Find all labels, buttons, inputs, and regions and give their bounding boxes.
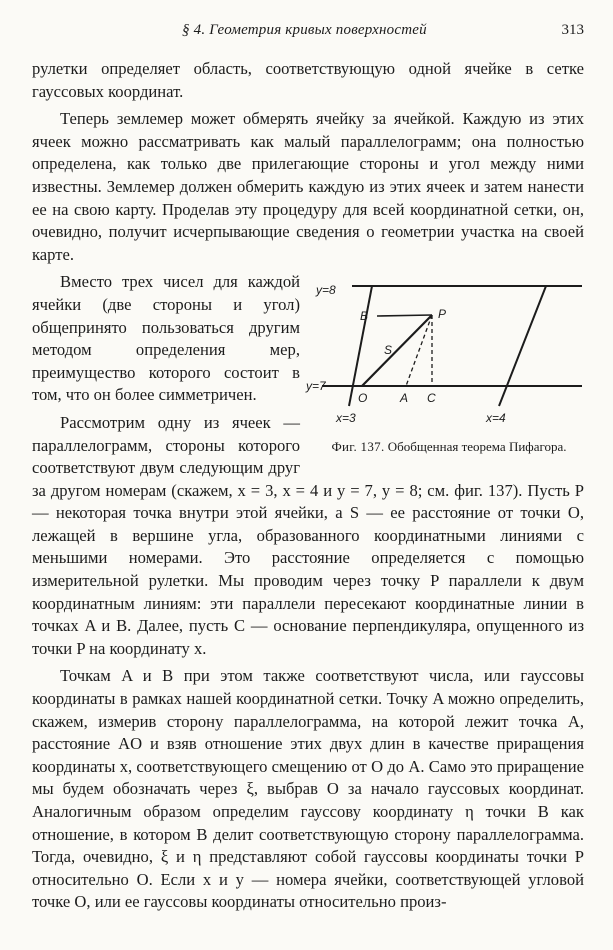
paragraph-1: рулетки определяет область, соответствующую одной ячейке в сетке гауссовых координат. <box>32 59 584 101</box>
label-P: P <box>438 307 447 322</box>
paragraph-2: Теперь землемер может обмерять ячейку за ячейкой. Каждую из этих ячеек можно рассматривать как малый параллелограмм; она полностью определена, как только две прилегающие стороны и угол между ними известны. Землемер должен обмерить каждую из этих ячеек и затем нанести ее на свою карту. Проделав эту процедуру для всей координатной сетки, он, очевидно, получит исчерпывающие сведения о геометрии участка на своей карте. <box>32 109 584 264</box>
label-S: S <box>384 343 393 358</box>
paragraph-4: Рассмотрим одну из ячеек — параллелограмм, стороны которого соответствуют двум следующим друг за другом номерам (скажем, x = 3, x = 4 и y = 7, y = 8; см. фиг. 137). Пусть P — некоторая точка внутри этой ячейки, а S — ее расстояние от точки O, лежащей в вершине угла, образованного координатными линиями с меньшими номерами. Это расстояние определяется с помощью измерительной рулетки. Мы проводим через точку P параллели к двум координатным линиям: эти параллели пересекают координатные линии в точках A и B. Далее, пусть C — основание перпендикуляра, опущенного из точки P на координату x. <box>32 412 584 658</box>
figure-137 <box>306 268 584 455</box>
page-number: 313 <box>561 22 584 38</box>
figure-caption <box>314 438 584 455</box>
label-B: B <box>360 309 369 324</box>
label-y7: y=7 <box>306 379 326 394</box>
caption-text: Обобщенная теорема Пифагора. <box>387 439 567 455</box>
segment-PA <box>406 315 432 386</box>
label-x4: x=4 <box>486 411 506 426</box>
caption-label: Фиг. 137. <box>331 439 385 455</box>
label-y8: y=8 <box>316 283 336 298</box>
label-O: O <box>358 391 368 406</box>
label-x3: x=3 <box>336 411 356 426</box>
figure-diagram <box>306 268 584 436</box>
segment-OP <box>362 315 432 386</box>
paragraph-3: Вместо трех чисел для каждой ячейки (две стороны и угол) общепринято пользоваться другим методом определения мер, преимущество которого состоит в том, что он более симметричен. <box>32 272 300 405</box>
label-A: A <box>400 391 409 406</box>
grid-line-x3 <box>349 286 372 406</box>
running-title: § 4. Геометрия кривых поверхностей <box>182 22 427 38</box>
label-C: C <box>427 391 436 406</box>
grid-line-x4 <box>499 286 546 406</box>
page-header <box>32 22 584 46</box>
body-text <box>32 58 584 914</box>
paragraph-5: Точкам A и B при этом также соответствуют числа, или гауссовы координаты в рамках нашей координатной сетки. Точку A можно определить, скажем, измерив сторону параллелограмма, на которой лежит точка A, расстояние AO и взяв отношение этих двух длин в качестве приращения координаты x, соответствующего смещению от O до A. Само это приращение мы будем обозначать через ξ, выбрав O за начало гауссовых координат. Аналогичным образом определим гауссову координату η точки B как отношение, в котором B делит соответствующую сторону параллелограмма. Тогда, очевидно, ξ и η представляют собой гауссовы координаты точки P относительно O. Если x и y — номера ячейки, соответствующей угловой точке O, или ее гауссовы координаты относительно произ- <box>32 666 584 912</box>
segment-BP <box>377 315 432 316</box>
